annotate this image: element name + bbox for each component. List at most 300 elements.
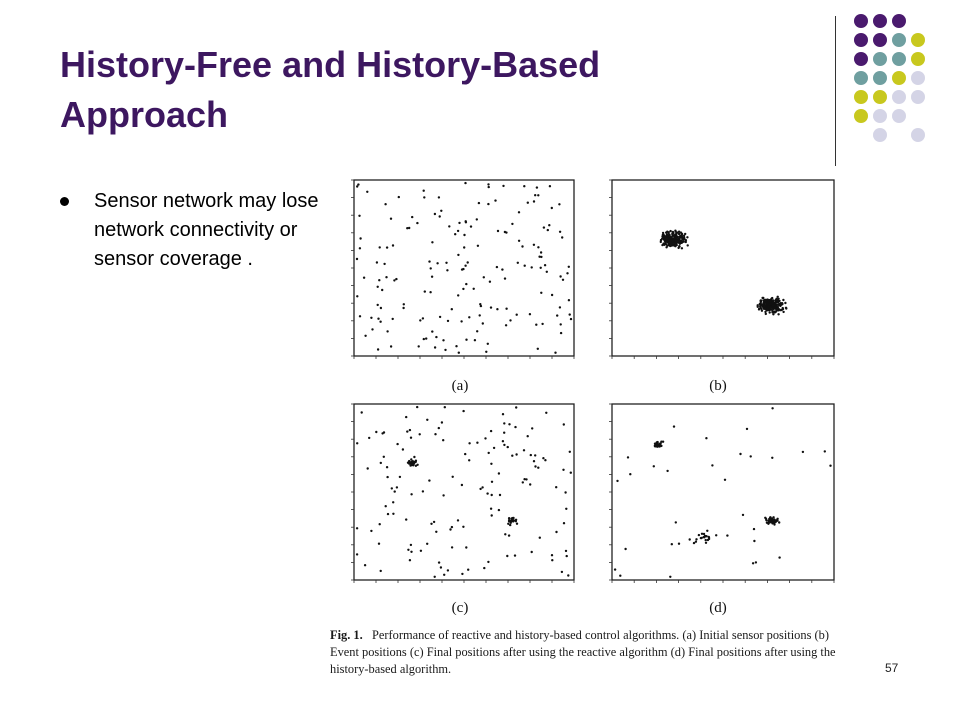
sensor-point <box>668 239 670 241</box>
sensor-point <box>416 464 418 466</box>
sensor-point <box>537 194 539 196</box>
sensor-point <box>536 186 538 188</box>
sensor-point <box>377 318 379 320</box>
sensor-point <box>489 281 491 283</box>
sensor-point <box>451 308 453 310</box>
sensor-point <box>739 453 741 455</box>
sensor-point <box>551 207 553 209</box>
sensor-point <box>359 237 361 239</box>
sensor-point <box>544 264 546 266</box>
sensor-point <box>753 528 755 530</box>
sensor-point <box>479 488 481 490</box>
sensor-point <box>511 223 513 225</box>
panel-c <box>342 402 578 594</box>
sensor-point <box>484 437 486 439</box>
sensor-point <box>391 487 393 489</box>
sensor-point <box>476 218 478 220</box>
sensor-point <box>490 463 492 465</box>
sensor-point <box>708 536 710 538</box>
sensor-point <box>711 464 713 466</box>
sensor-point <box>383 456 385 458</box>
sensor-point <box>375 431 377 433</box>
sensor-point <box>418 345 420 347</box>
sensor-point <box>424 290 426 292</box>
sensor-point <box>473 288 475 290</box>
sensor-point <box>442 439 444 441</box>
sensor-point <box>681 233 683 235</box>
purple-dot <box>892 14 906 28</box>
sensor-point <box>540 267 542 269</box>
sensor-point <box>627 456 629 458</box>
sensor-point <box>402 307 404 309</box>
sensor-point <box>431 330 433 332</box>
sensor-point <box>444 349 446 351</box>
sensor-point <box>522 481 524 483</box>
sensor-point <box>772 313 774 315</box>
sensor-point <box>772 299 774 301</box>
sensor-point <box>394 490 396 492</box>
sensor-point <box>425 337 427 339</box>
sensor-point <box>559 275 561 277</box>
sensor-point <box>405 518 407 520</box>
sensor-point <box>774 306 776 308</box>
sensor-point <box>760 308 762 310</box>
sensor-point <box>490 508 492 510</box>
sensor-point <box>455 345 457 347</box>
sensor-point <box>570 472 572 474</box>
sensor-point <box>662 237 664 239</box>
sensor-point <box>659 442 661 444</box>
caption-prefix: Fig. 1. <box>330 628 363 642</box>
sensor-point <box>465 339 467 341</box>
sensor-point <box>543 226 545 228</box>
sensor-point <box>487 561 489 563</box>
sensor-point <box>436 262 438 264</box>
purple-dot <box>873 14 887 28</box>
sensor-point <box>488 452 490 454</box>
sensor-point <box>771 457 773 459</box>
sensor-point <box>554 352 556 354</box>
sensor-point <box>501 268 503 270</box>
sensor-point <box>358 215 360 217</box>
sensor-point <box>695 538 697 540</box>
sensor-point <box>443 574 445 576</box>
sensor-point <box>458 222 460 224</box>
sensor-point <box>364 564 366 566</box>
sensor-point <box>568 266 570 268</box>
sensor-point <box>784 302 786 304</box>
sensor-point <box>565 508 567 510</box>
sensor-point <box>549 185 551 187</box>
sensor-point <box>491 481 493 483</box>
sensor-point <box>544 459 546 461</box>
sensor-point <box>705 539 707 541</box>
sensor-point <box>488 186 490 188</box>
sensor-point <box>537 246 539 248</box>
sensor-point <box>760 300 762 302</box>
sensor-point <box>683 241 685 243</box>
sensor-point <box>556 314 558 316</box>
sensor-point <box>666 470 668 472</box>
sensor-point <box>507 446 509 448</box>
sensor-point <box>514 554 516 556</box>
sensor-point <box>377 286 379 288</box>
sensor-point <box>624 548 626 550</box>
sensor-point <box>707 539 709 541</box>
sensor-point <box>370 530 372 532</box>
sensor-point <box>534 194 536 196</box>
sensor-point <box>416 406 418 408</box>
sensor-point <box>446 269 448 271</box>
sensor-point <box>724 479 726 481</box>
sensor-point <box>462 268 464 270</box>
sensor-point <box>503 422 505 424</box>
sensor-point <box>494 199 496 201</box>
decorative-dot-grid <box>0 0 960 180</box>
sensor-point <box>474 339 476 341</box>
sensor-point <box>440 566 442 568</box>
sensor-point <box>405 416 407 418</box>
sensor-point <box>502 185 504 187</box>
sensor-point <box>506 555 508 557</box>
sensor-point <box>470 225 472 227</box>
sensor-point <box>767 308 769 310</box>
sensor-point <box>674 245 676 247</box>
sensor-point <box>518 211 520 213</box>
sensor-point <box>563 423 565 425</box>
sensor-point <box>561 236 563 238</box>
sensor-point <box>679 243 681 245</box>
panel-a-plot <box>342 178 578 370</box>
sensor-point <box>468 442 470 444</box>
sensor-point <box>387 513 389 515</box>
sensor-point <box>407 462 409 464</box>
sensor-point <box>464 453 466 455</box>
sensor-point <box>757 304 759 306</box>
scatter-figure <box>330 170 860 690</box>
sensor-point <box>413 456 415 458</box>
sensor-point <box>764 305 766 307</box>
sensor-point <box>559 306 561 308</box>
sensor-point <box>449 528 451 530</box>
sensor-point <box>775 300 777 302</box>
sensor-point <box>675 235 677 237</box>
sensor-point <box>398 196 400 198</box>
panel-c-plot <box>342 402 578 594</box>
sensor-point <box>560 332 562 334</box>
caption-text: Performance of reactive and history-based control algorithms. (a) Initial sensor positions (b) Event positions (c) Final positions after using the reactive algorithm (d) Final positions after using the history-based algorithm. <box>330 628 836 676</box>
sensor-point <box>777 298 779 300</box>
sensor-point <box>465 221 467 223</box>
sensor-point <box>480 305 482 307</box>
sensor-point <box>782 311 784 313</box>
sensor-point <box>760 304 762 306</box>
sensor-point <box>465 546 467 548</box>
sensor-point <box>392 318 394 320</box>
sensor-point <box>386 330 388 332</box>
sensor-point <box>411 461 413 463</box>
olive-dot <box>854 109 868 123</box>
olive-dot <box>873 90 887 104</box>
sensor-point <box>518 240 520 242</box>
sensor-point <box>377 348 379 350</box>
teal-dot <box>892 52 906 66</box>
panel-d <box>600 402 838 594</box>
sensor-point <box>410 544 412 546</box>
sensor-point <box>509 319 511 321</box>
sensor-point <box>462 288 464 290</box>
sensor-point <box>570 318 572 320</box>
figure-caption <box>330 627 860 678</box>
sensor-point <box>477 245 479 247</box>
sensor-point <box>765 518 767 520</box>
sensor-point <box>454 233 456 235</box>
sensor-point <box>448 225 450 227</box>
sensor-point <box>410 551 412 553</box>
sensor-point <box>742 514 744 516</box>
sensor-point <box>662 233 664 235</box>
sensor-point <box>746 428 748 430</box>
sensor-point <box>356 258 358 260</box>
panel-d-label: (d) <box>709 600 727 616</box>
sensor-point <box>545 412 547 414</box>
sensor-point <box>430 523 432 525</box>
sensor-point <box>516 314 518 316</box>
sensor-point <box>483 276 485 278</box>
sensor-point <box>439 215 441 217</box>
sensor-point <box>537 467 539 469</box>
sensor-point <box>765 313 767 315</box>
sensor-point <box>461 484 463 486</box>
sensor-point <box>703 536 705 538</box>
sensor-point <box>422 317 424 319</box>
sensor-point <box>508 534 510 536</box>
sensor-point <box>463 246 465 248</box>
sensor-point <box>824 450 826 452</box>
sensor-point <box>540 256 542 258</box>
sensor-point <box>491 514 493 516</box>
sensor-point <box>464 182 466 184</box>
sensor-point <box>562 469 564 471</box>
sensor-point <box>457 254 459 256</box>
panel-a <box>342 178 578 370</box>
sensor-point <box>505 308 507 310</box>
sensor-point <box>445 262 447 264</box>
sensor-point <box>515 453 517 455</box>
sensor-point <box>764 308 766 310</box>
sensor-point <box>755 561 757 563</box>
sensor-point <box>386 246 388 248</box>
sensor-point <box>504 533 506 535</box>
sensor-point <box>442 339 444 341</box>
sensor-point <box>423 190 425 192</box>
sensor-point <box>523 478 525 480</box>
sensor-point <box>774 303 776 305</box>
sensor-point <box>682 238 684 240</box>
sensor-point <box>380 570 382 572</box>
sensor-point <box>616 480 618 482</box>
sensor-point <box>551 294 553 296</box>
sensor-point <box>381 289 383 291</box>
sensor-point <box>463 234 465 236</box>
sensor-point <box>497 230 499 232</box>
sensor-point <box>457 519 459 521</box>
sensor-point <box>376 261 378 263</box>
purple-dot <box>854 14 868 28</box>
olive-dot <box>892 71 906 85</box>
olive-dot <box>911 52 925 66</box>
bullet-text: Sensor network may lose network connectivity or sensor coverage . <box>94 190 319 270</box>
sensor-point <box>703 533 705 535</box>
sensor-point <box>551 559 553 561</box>
sensor-point <box>504 277 506 279</box>
sensor-point <box>431 276 433 278</box>
sensor-point <box>769 311 771 313</box>
sensor-point <box>771 297 773 299</box>
sensor-point <box>567 574 569 576</box>
sensor-point <box>416 222 418 224</box>
sensor-point <box>548 224 550 226</box>
sensor-point <box>516 523 518 525</box>
sensor-point <box>467 569 469 571</box>
sensor-point <box>410 458 412 460</box>
sensor-point <box>370 317 372 319</box>
sensor-point <box>390 218 392 220</box>
panel-a-label: (a) <box>451 378 469 394</box>
sensor-point <box>505 324 507 326</box>
sensor-point <box>426 419 428 421</box>
sensor-point <box>684 233 686 235</box>
sensor-point <box>668 234 670 236</box>
sensor-point <box>468 316 470 318</box>
sensor-point <box>551 554 553 556</box>
sensor-point <box>487 203 489 205</box>
sensor-point <box>429 291 431 293</box>
sensor-point <box>435 336 437 338</box>
panel-b-plot <box>600 178 838 370</box>
sensor-point <box>407 549 409 551</box>
slide-number: 57 <box>885 661 899 675</box>
sensor-point <box>465 283 467 285</box>
sensor-point <box>395 278 397 280</box>
sensor-point <box>653 465 655 467</box>
sensor-point <box>533 200 535 202</box>
sensor-point <box>566 555 568 557</box>
sensor-point <box>461 573 463 575</box>
sensor-point <box>669 230 671 232</box>
panel-b-label: (b) <box>709 378 727 394</box>
sensor-point <box>660 241 662 243</box>
sensor-point <box>670 236 672 238</box>
sensor-point <box>460 320 462 322</box>
sensor-point <box>782 299 784 301</box>
sensor-point <box>457 294 459 296</box>
sensor-point <box>829 465 831 467</box>
sensor-point <box>409 559 411 561</box>
sensor-point <box>561 571 563 573</box>
sensor-point <box>614 568 616 570</box>
sensor-point <box>359 315 361 317</box>
sensor-point <box>678 231 680 233</box>
sensor-point <box>514 519 516 521</box>
sensor-point <box>366 191 368 193</box>
sensor-point <box>357 183 359 185</box>
sensor-point <box>378 543 380 545</box>
sensor-point <box>434 213 436 215</box>
sensor-point <box>527 435 529 437</box>
lavender-dot <box>873 128 887 142</box>
sensor-point <box>540 251 542 253</box>
sensor-point <box>420 550 422 552</box>
sensor-point <box>705 437 707 439</box>
sensor-point <box>663 239 665 241</box>
sensor-point <box>498 472 500 474</box>
sensor-point <box>402 448 404 450</box>
sensor-point <box>531 427 533 429</box>
lavender-dot <box>911 90 925 104</box>
sensor-point <box>364 335 366 337</box>
sensor-point <box>447 320 449 322</box>
sensor-point <box>502 440 504 442</box>
sensor-point <box>669 576 671 578</box>
sensor-point <box>566 272 568 274</box>
sensor-point <box>485 351 487 353</box>
sensor-point <box>503 444 505 446</box>
sensor-point <box>564 491 566 493</box>
sensor-point <box>476 442 478 444</box>
sensor-point <box>666 245 668 247</box>
sensor-point <box>428 260 430 262</box>
sensor-point <box>511 518 513 520</box>
sensor-point <box>433 521 435 523</box>
sensor-point <box>764 299 766 301</box>
sensor-point <box>569 451 571 453</box>
panel-b <box>600 178 838 370</box>
sensor-point <box>406 227 408 229</box>
sensor-point <box>409 429 411 431</box>
sensor-point <box>777 313 779 315</box>
plot-frame <box>354 404 574 580</box>
sensor-point <box>563 522 565 524</box>
sensor-point <box>464 265 466 267</box>
sensor-point <box>442 494 444 496</box>
sensor-point <box>392 244 394 246</box>
sensor-point <box>423 338 425 340</box>
sensor-point <box>705 542 707 544</box>
sensor-point <box>705 535 707 537</box>
sensor-point <box>778 308 780 310</box>
bullet-list <box>60 187 322 274</box>
sensor-point <box>555 531 557 533</box>
sensor-point <box>396 443 398 445</box>
sensor-point <box>547 229 549 231</box>
sensor-point <box>462 526 464 528</box>
sensor-point <box>689 538 691 540</box>
sensor-point <box>434 433 436 435</box>
olive-dot <box>854 90 868 104</box>
sensor-point <box>491 494 493 496</box>
sensor-point <box>392 513 394 515</box>
sensor-point <box>377 304 379 306</box>
sensor-point <box>535 324 537 326</box>
sensor-point <box>502 413 504 415</box>
sensor-point <box>687 244 689 246</box>
sensor-point <box>386 466 388 468</box>
sensor-point <box>487 183 489 185</box>
sensor-point <box>782 308 784 310</box>
sensor-point <box>440 210 442 212</box>
sensor-point <box>438 561 440 563</box>
